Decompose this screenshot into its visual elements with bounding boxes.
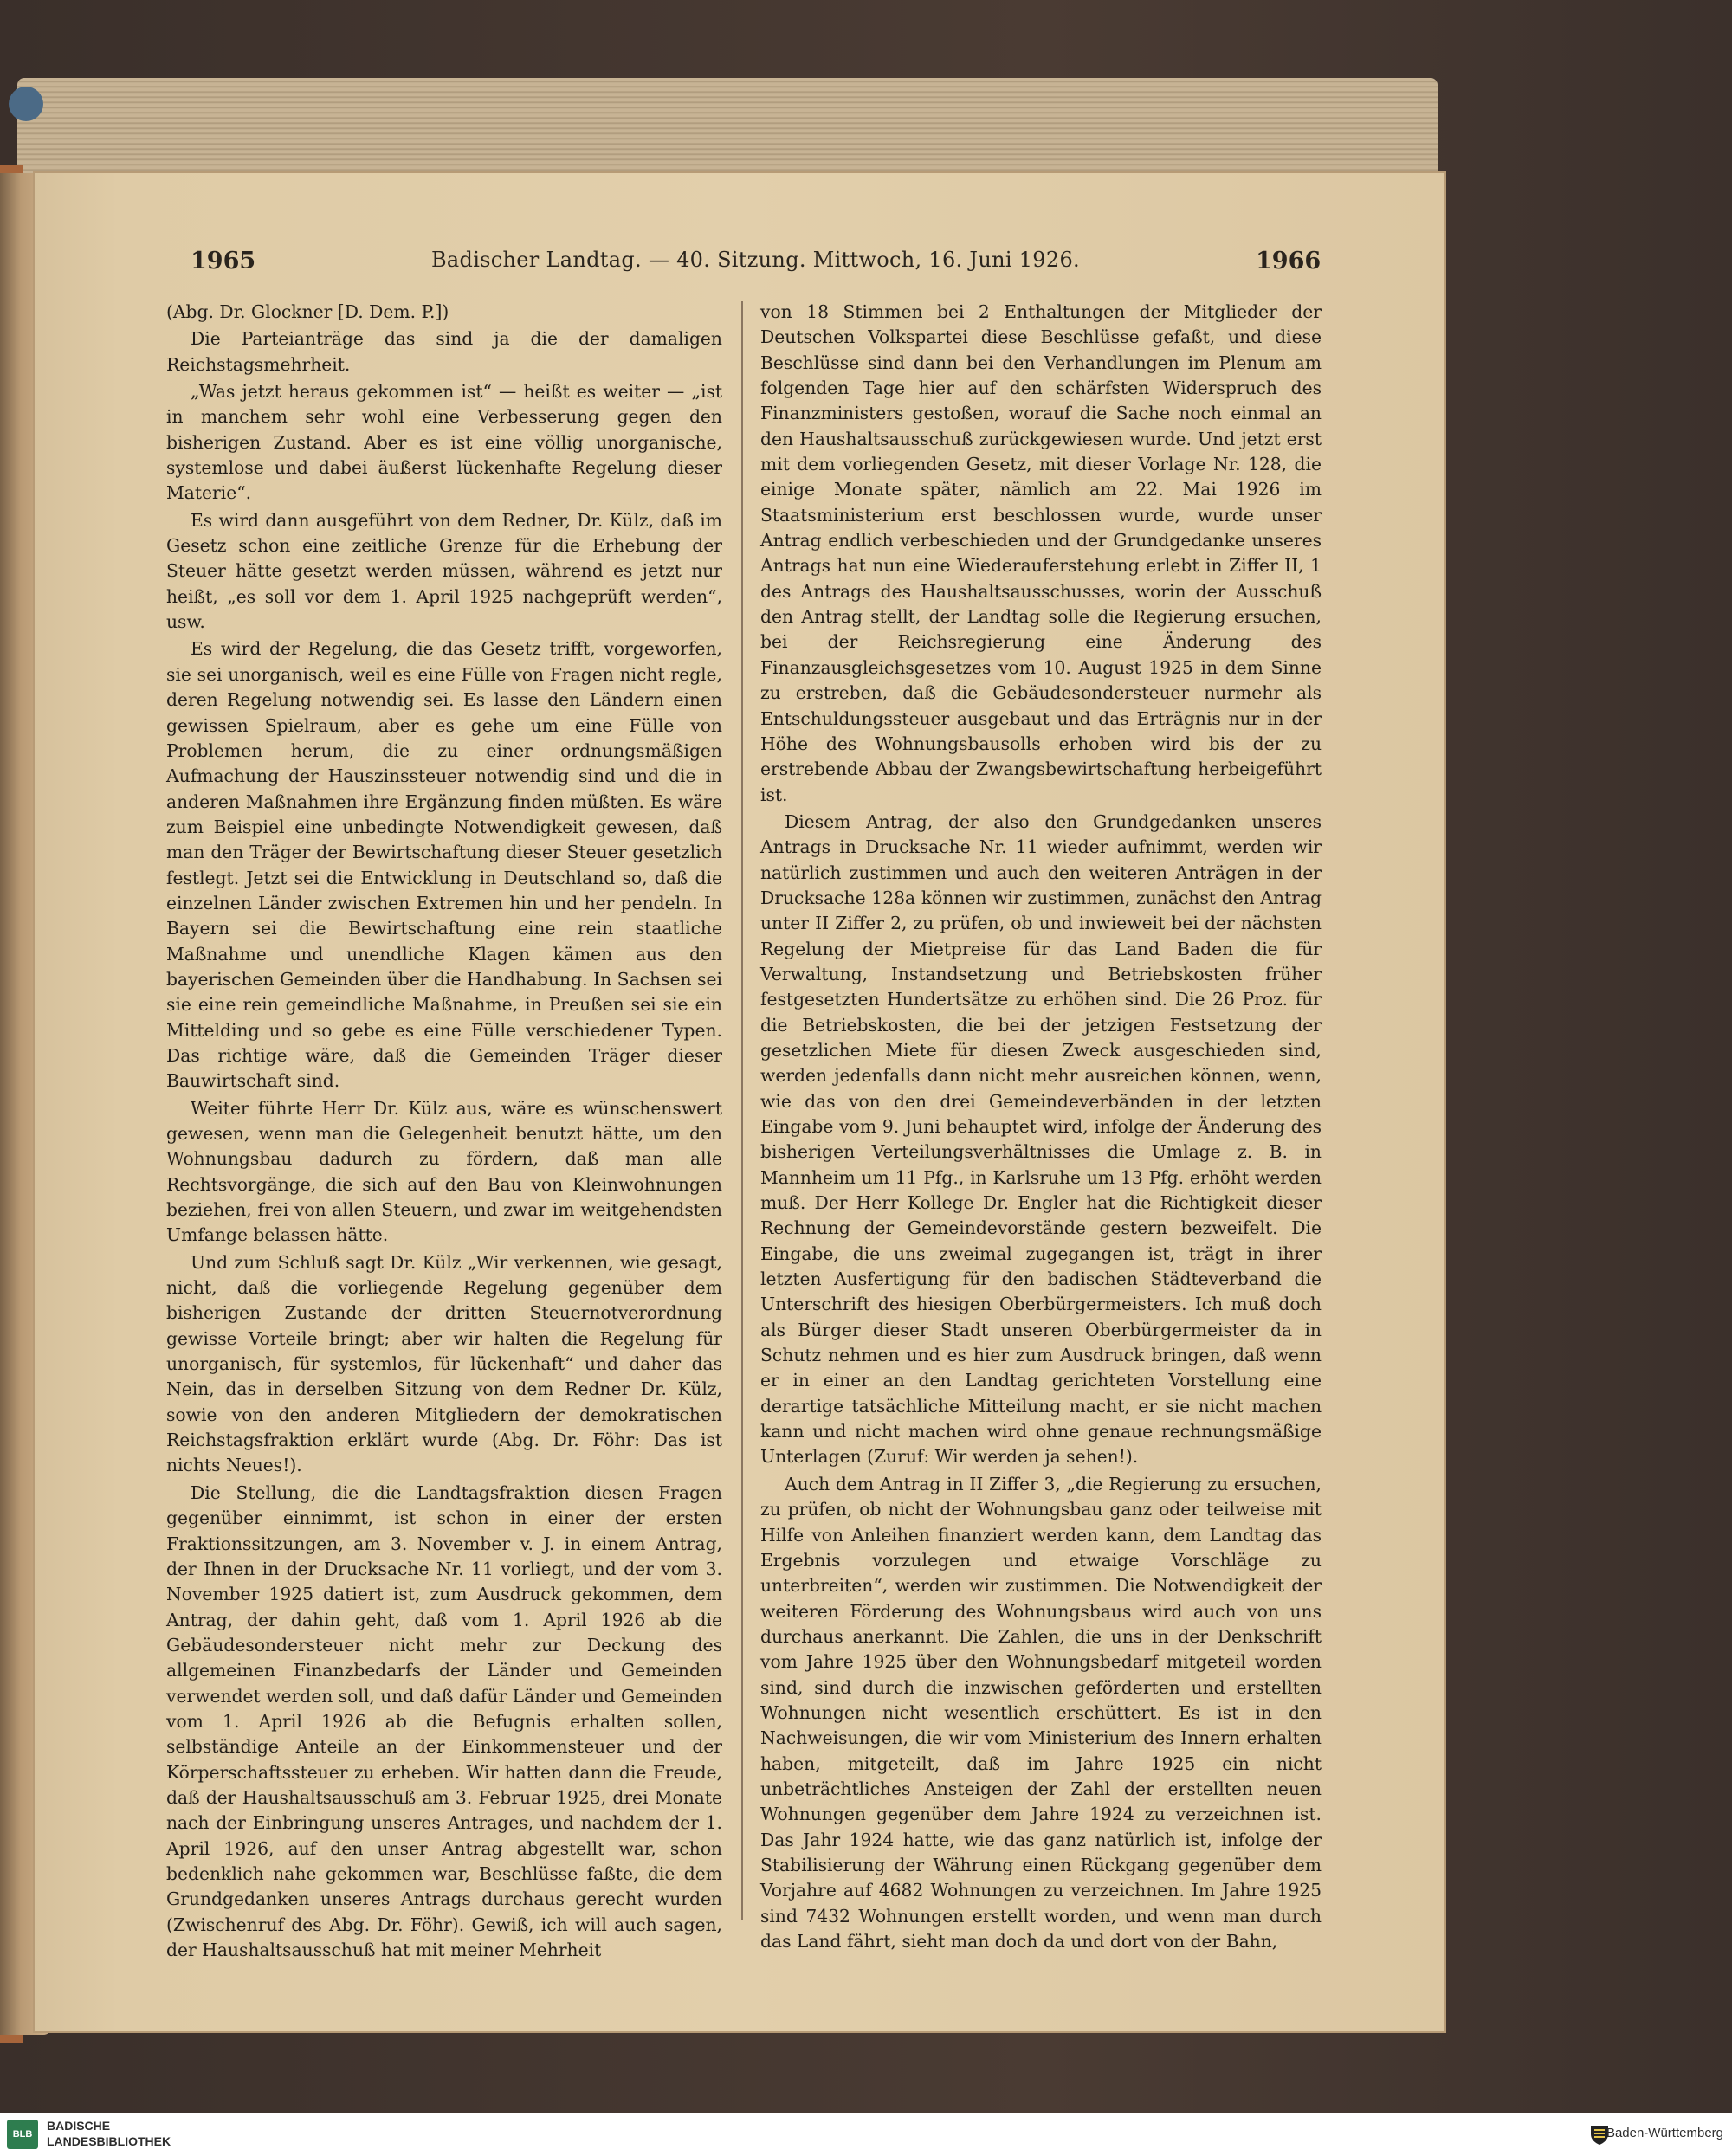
right-column: [760, 300, 1322, 1956]
book-page-stack: [17, 78, 1438, 173]
state-name[interactable]: Baden-Württemberg: [1606, 2126, 1723, 2140]
paragraph: Es wird dann ausgeführt von dem Redner, Dr. Külz, daß im Gesetz schon eine zeitliche Grenze für die Erhebung der Steuer hätte gesetzt werden müssen, während es jetzt nur heißt, „es soll vor dem 1. April 1925 nachgeprüft werden“, usw.: [166, 509, 722, 633]
paragraph: Die Stellung, die die Landtagsfraktion diesen Fragen gegenüber einnimmt, ist schon in einer der ersten Fraktionssitzungen, am 3. November v. J. in einem Antrag, der Ihnen in der Drucksache Nr. 11 vorliegt, und der vom 3. November 1925 datiert ist, zum Ausdruck gekommen, dem Antrag, der dahin geht, daß vom 1. April 1926 ab die Gebäudesondersteuer nicht mehr zur Deckung des allgemeinen Finanzbedarfs der Länder und Gemeinden verwendet werden soll, und daß dafür Länder und Gemeinden vom 1. April 1926 ab die Befugnis erhalten sollen, selbständige Anteile an der Einkommensteuer und der Körperschaftssteuer zu erheben. Wir hatten dann die Freude, daß der Haushaltsausschuß am 3. Februar 1925, drei Monate nach der Einbringung unseres Antrages, und nachdem der 1. April 1926, auf den unser Antrag abgestellt war, schon bedenklich nahe gekommen war, Beschlüsse faßte, die dem Grundgedanken unseres Antrags durchaus gerecht wurden (Zwischenruf des Abg. Dr. Föhr). Gewiß, ich will auch sagen, der Haushaltsausschuß hat mit meiner Mehrheit: [166, 1481, 722, 1960]
bookmark-ribbon: [9, 87, 43, 121]
document-page: [33, 171, 1446, 2033]
paragraph: Es wird der Regelung, die das Gesetz trifft, vorgeworfen, sie sei unorganisch, weil es eine Fülle von Fragen nicht regle, deren Regelung notwendig sei. Es lasse den Ländern einen gewissen Spielraum, aber es gehe um eine Fülle von Problemen herum, die zu einer ordnungsmäßigen Aufmachung der Hauszinssteuer notwendig sind und die in anderen Maßnahmen ihre Ergänzung finden müßten. Es wäre zum Beispiel eine unbedingte Notwendigkeit gewesen, daß man den Träger der Bewirtschaftung dieser Steuer gesetzlich festlegt. Jetzt sei die Entwicklung in Deutschland so, daß die einzelnen Länder zwischen Extremen hin und her pendeln. In Bayern sei die Bewirtschaftung eine rein staatliche Maßnahme und unendliche Klagen kämen aus den bayerischen Gemeinden über die Handhabung. In Sachsen sei sie eine rein gemeindliche Maßnahme, in Preußen sei sie ein Mittelding und so gebe es eine Fülle verschiedener Typen. Das richtige wäre, daß die Gemeinden Träger dieser Bauwirtschaft sind.: [166, 638, 722, 1092]
left-column: [166, 300, 722, 1965]
library-name[interactable]: [47, 2118, 171, 2149]
paragraph: Weiter führte Herr Dr. Külz aus, wäre es wünschenswert gewesen, wenn man die Gelegenheit benutzt hätte, um den Wohnungsbau dadurch zu fördern, daß man alle Rechtsvorgänge, die sich auf den Bau von Kleinwohnungen beziehen, frei von allen Steuern, und zwar im weitgehendsten Umfange belassen hätte.: [166, 1097, 722, 1246]
speaker-note: (Abg. Dr. Glockner [D. Dem. P.]): [166, 301, 449, 322]
paragraph: Auch dem Antrag in II Ziffer 3, „die Regierung zu ersuchen, zu prüfen, ob nicht der Wohnungsbau ganz oder teilweise mit Hilfe von Anleihen finanziert werden kann, dem Landtag das Ergebnis vorzulegen und etwaige Vorschläge zu unterbreiten“, werden wir zustimmen. Die Notwendigkeit der weiteren Förderung des Wohnungsbaus wird auch von uns durchaus anerkannt. Die Zahlen, die uns in der Denkschrift vom Jahre 1925 über den Wohnungsbedarf mitgeteil worden sind, sind durch die inzwischen geförderten und erstellten Wohnungen nicht wesentlich erschüttert. Es ist in den Nachweisungen, die wir vom Ministerium des Innern erhalten haben, mitgeteilt, daß im Jahre 1925 ein nicht unbeträchtliches Ansteigen der Zahl der erstellten neuen Wohnungen gegenüber dem Jahre 1924 zu verzeichnen ist. Das Jahr 1924 hatte, wie das ganz natürlich ist, infolge der Stabilisierung der Währung einen Rückgang gegenüber dem Vorjahre auf 4682 Wohnungen zu verzeichnen. Im Jahre 1925 sind 7432 Wohnungen erstellt worden, und wenn man durch das Land fährt, sieht man doch da und dort von der Bahn,: [760, 1473, 1322, 1952]
page-number-right: 1966: [1256, 248, 1322, 274]
library-name-line1: BADISCHE: [47, 2119, 111, 2133]
paragraph: Die Parteianträge das sind ja die der damaligen Reichstagsmehrheit.: [166, 328, 722, 375]
page-number-left: 1965: [191, 248, 256, 274]
paragraph: „Was jetzt heraus gekommen ist“ — heißt es weiter — „ist in manchem sehr wohl eine Verbesserung gegen den bisherigen Zustand. Aber es ist eine völlig unorganische, systemlose und dabei äußerst lückenhafte Regelung dieser Materie“.: [166, 381, 722, 504]
paragraph: Diesem Antrag, der also den Grundgedanken unseres Antrags in Drucksache Nr. 11 wieder aufnimmt, werden wir natürlich zustimmen und auch den weiteren Anträgen in der Drucksache 128a können wir zustimmen, zunächst den Antrag unter II Ziffer 2, zu prüfen, ob und inwieweit bei der nächsten Regelung der Mietpreise für das Land Baden die für Verwaltung, Instandsetzung und Betriebskosten früher festgesetzten Hundertsätze zu erhöhen sind. Die 26 Proz. für die Betriebskosten, die bei der jetzigen Festsetzung der gesetzlichen Miete für diesen Zweck ausgeschieden sind, werden jedenfalls dann nicht mehr ausreichen können, wenn, wie das von den drei Gemeindeverbänden in der letzten Eingabe vom 9. Juni behauptet wird, infolge der Änderung des bisherigen Verteilungsverhältnisses die Umlage z. B. in Mannheim um 11 Pfg., in Karlsruhe um 13 Pfg. erhöht werden muß. Der Herr Kollege Dr. Engler hat die Richtigkeit dieser Rechnung der Gemeindevorstände gestern bezweifelt. Die Eingabe, die uns zweimal zugegangen ist, trägt in ihrer letzten Ausfertigung für den badischen Städteverband die Unterschrift des hiesigen Oberbürgermeisters. Ich muß doch als Bürger dieser Stadt unseren Oberbürgermeister da in Schutz nehmen und es hier zum Ausdruck bringen, daß wenn er in einer an den Landtag gerichteten Vorstellung eine derartige tatsächliche Mitteilung macht, er sie nicht machen kann und nicht machen wird ohne genaue rechnungsmäßige Unterlagen (Zuruf: Wir werden ja sehen!).: [760, 810, 1322, 1468]
column-divider: [741, 301, 743, 1920]
running-head: Badischer Landtag. — 40. Sitzung. Mittwoch, 16. Juni 1926.: [431, 248, 1080, 272]
blb-logo-badge[interactable]: BLB: [7, 2120, 38, 2149]
library-name-line2: LANDESBIBLIOTHEK: [47, 2134, 171, 2148]
paragraph: von 18 Stimmen bei 2 Enthaltungen der Mitglieder der Deutschen Volkspartei diese Beschlüsse gefaßt, und diese Beschlüsse sind dann bei den Verhandlungen im Plenum am folgenden Tage hier auf den schärfsten Widerspruch des Finanzministers gestoßen, worauf die Sache noch einmal an den Haushaltsausschuß zurückgewiesen wurde. Und jetzt erst mit dem vorliegenden Gesetz, mit dieser Vorlage Nr. 128, die einige Monate später, nämlich am 22. Mai 1926 im Staatsministerium erst beschlossen wurde, wurde unser Antrag endlich verbeschieden und der Grundgedanke unseres Antrags hat nun eine Wiederauferstehung erlebt in Ziffer II, 1 des Antrags des Haushaltsausschusses, worin der Ausschuß den Antrag stellt, der Landtag solle die Regierung ersuchen, bei der Reichsregierung eine Änderung des Finanzausgleichsgesetzes vom 10. August 1925 in dem Sinne zu erstreben, daß die Gebäudesondersteuer nurmehr als Entschuldungssteuer ausgebaut und das Erträgnis nur in der Höhe des Wohnungsbausolls erhoben wird bis der zu erstrebende Abbau der Zwangsbewirtschaftung herbeigeführt ist.: [760, 301, 1322, 805]
paragraph: Und zum Schluß sagt Dr. Külz „Wir verkennen, wie gesagt, nicht, daß die vorliegende Regelung gegenüber dem bisherigen Zustande der dritten Steuernotverordnung gewisse Vorteile bringt; aber wir halten die Regelung für unorganisch, für systemlos, für lückenhaft“ und daher das Nein, das in derselben Sitzung von dem Redner Dr. Külz, sowie von den anderen Mitgliedern der demokratischen Reichstagsfraktion erklärt wurde (Abg. Dr. Föhr: Das ist nichts Neues!).: [166, 1251, 722, 1476]
viewer-footer: [0, 2113, 1732, 2156]
